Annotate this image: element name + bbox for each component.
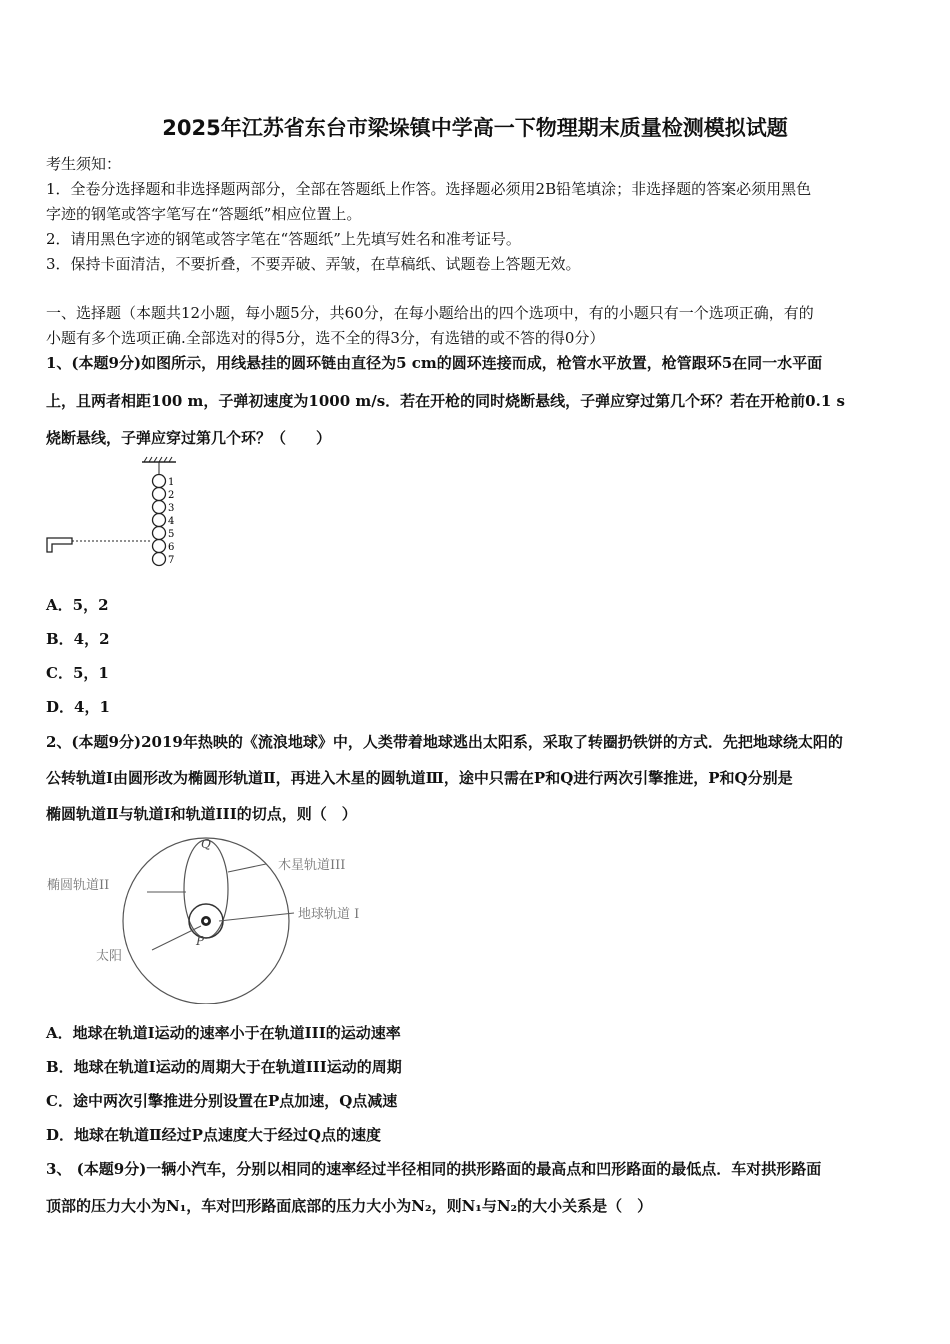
- sun-core: [204, 919, 208, 923]
- q1-text: 烧断悬线，子弹应穿过第几个环？（ ）: [46, 429, 332, 447]
- jupiter-pointer: [228, 864, 266, 872]
- q2-option-c[interactable]: C．途中两次引擎推进分别设置在P点加速，Q点减速: [46, 1092, 398, 1110]
- point-p-label: P: [196, 934, 205, 948]
- q2-option-a[interactable]: A．地球在轨道I运动的速率小于在轨道III的运动速率: [46, 1024, 401, 1042]
- notice-heading: 考生须知：: [46, 155, 122, 173]
- orbit-figure: [44, 834, 404, 1004]
- ring-label: 6: [168, 542, 175, 553]
- q1-text: 1、(本题9分)如图所示，用线悬挂的圆环链由直径为5 cm的圆环连接而成，枪管水平放置，枪管跟环5在同一水平面: [46, 354, 823, 372]
- gun-icon: [47, 538, 72, 552]
- notice-item: 字迹的钢笔或答字笔写在“答题纸”相应位置上。: [46, 205, 362, 223]
- q2-text: 2、(本题9分)2019年热映的《流浪地球》中，人类带着地球逃出太阳系，采取了转圈扔铁饼的方式．先把地球绕太阳的: [46, 733, 843, 751]
- q2-text: 椭圆轨道Ⅱ与轨道I和轨道III的切点，则（ ）: [46, 805, 357, 823]
- ring-1: [153, 475, 166, 488]
- earth-orbit-label: 地球轨道 I: [298, 907, 360, 922]
- ring-label: 5: [168, 529, 175, 540]
- ring-7: [153, 553, 166, 566]
- ceiling-support: [142, 457, 176, 462]
- q1-option-b[interactable]: B．4，2: [46, 630, 110, 648]
- ring-label: 3: [168, 503, 175, 514]
- ring-label: 2: [168, 490, 175, 501]
- notice-item: 3．保持卡面清洁，不要折叠，不要弄破、弄皱，在草稿纸、试题卷上答题无效。: [46, 255, 581, 273]
- ellipse-orbit-label: 椭圆轨道II: [47, 878, 110, 893]
- ring-label: 1: [168, 477, 175, 488]
- q3-text: 3、 (本题9分)一辆小汽车，分别以相同的速率经过半径相同的拱形路面的最高点和凹形路面的最低点．车对拱形路面: [46, 1160, 822, 1178]
- ring-label: 7: [168, 555, 175, 566]
- ring-chain-figure: [44, 456, 194, 571]
- point-q-label: Q: [201, 837, 211, 851]
- ring-5: [153, 527, 166, 540]
- ring-3: [153, 501, 166, 514]
- ring-2: [153, 488, 166, 501]
- earth-pointer: [219, 913, 294, 921]
- page-title: 2025年江苏省东台市梁垛镇中学高一下物理期末质量检测模拟试题: [162, 116, 788, 140]
- section-instructions: 一、选择题（本题共12小题，每小题5分，共60分，在每小题给出的四个选项中，有的小题只有一个选项正确，有的: [46, 304, 814, 322]
- q2-option-b[interactable]: B．地球在轨道I运动的周期大于在轨道III运动的周期: [46, 1058, 402, 1076]
- section-instructions: 小题有多个选项正确.全部选对的得5分，选不全的得3分，有选错的或不答的得0分）: [46, 329, 605, 347]
- jupiter-orbit-label: 木星轨道III: [278, 858, 346, 873]
- q1-option-d[interactable]: D．4，1: [46, 698, 110, 716]
- ring-6: [153, 540, 166, 553]
- q2-text: 公转轨道I由圆形改为椭圆形轨道Ⅱ，再进入木星的圆轨道Ⅲ，途中只需在P和Q进行两次引擎推进，P和Q分别是: [46, 769, 793, 787]
- ring-4: [153, 514, 166, 527]
- q2-option-d[interactable]: D．地球在轨道Ⅱ经过P点速度大于经过Q点的速度: [46, 1126, 381, 1144]
- q1-option-a[interactable]: A．5，2: [46, 596, 109, 614]
- sun-label: 太阳: [96, 949, 123, 964]
- q3-text: 顶部的压力大小为N₁，车对凹形路面底部的压力大小为N₂，则N₁与N₂的大小关系是（ ）: [46, 1197, 653, 1215]
- notice-item: 1．全卷分选择题和非选择题两部分，全部在答题纸上作答。选择题必须用2B铅笔填涂；非选择题的答案必须用黑色: [46, 180, 812, 198]
- q1-text: 上，且两者相距100 m，子弹初速度为1000 m/s．若在开枪的同时烧断悬线，子弹应穿过第几个环？若在开枪前0.1 s: [46, 392, 845, 410]
- notice-item: 2．请用黑色字迹的钢笔或答字笔在“答题纸”上先填写姓名和准考证号。: [46, 230, 521, 248]
- q1-option-c[interactable]: C．5，1: [46, 664, 109, 682]
- ring-label: 4: [168, 516, 175, 527]
- sun-pointer: [152, 926, 201, 950]
